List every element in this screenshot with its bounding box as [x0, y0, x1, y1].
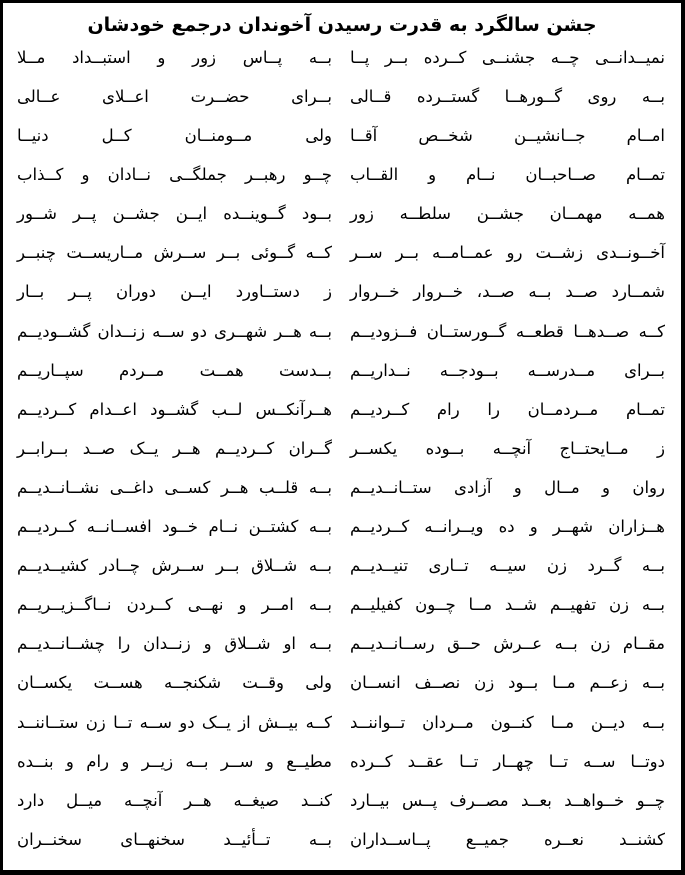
couplet-row	[3, 284, 681, 323]
couplet-row	[3, 479, 681, 518]
hemistich-first: آخــونــدی زشــت رو عمــامــه بــر ســر	[350, 243, 665, 263]
hemistich-second: ولی وقــت شکنجــه هســت یکســان	[17, 673, 332, 693]
hemistich-first: بــه گــرد زن سیــه تــاری تنیــدیــم	[350, 556, 665, 576]
couplet-row	[3, 596, 681, 635]
hemistich-first: مقــام زن بــه عــرش حــق رســانــدیــم	[350, 634, 665, 654]
couplet-row	[3, 792, 681, 831]
couplet-row	[3, 753, 681, 792]
hemistich-first: بــه روی گــورهــا گستــرده قــالی	[350, 87, 665, 107]
hemistich-second: بــه شــلاق بــر ســرش چــادر کشیــدیــم	[17, 556, 332, 576]
hemistich-first: بــه زعــم مــا بــود زن نصــف انســان	[350, 673, 665, 693]
hemistich-first: ز مــایحتــاج آنچــه بــوده یکســر	[350, 438, 665, 458]
hemistich-first: تمــام مــردمــان را رام کــردیــم	[350, 399, 665, 419]
couplet-row	[3, 49, 681, 88]
hemistich-second: بــه قلــب هــر کســی داغــی نشــانــدیــم	[17, 477, 332, 497]
hemistich-second: بــه پــاس زور و استبــداد مــلا	[17, 47, 332, 67]
couplet-row	[3, 635, 681, 674]
hemistich-second: چــو رهبــر جملگــی نــادان و کــذاب	[17, 165, 332, 185]
hemistich-first: روان و مــال و آزادی ستــانــدیــم	[350, 477, 665, 497]
couplet-row	[3, 205, 681, 244]
hemistich-first: بــه دیــن مــا کنــون مــردان تــواننــد	[350, 712, 665, 732]
page-title: جشن سالگرد به قدرت رسیدن آخوندان درجمع خودشان	[87, 14, 597, 36]
couplet-row	[3, 166, 681, 205]
hemistich-first: هــزاران شهــر و ده ویــرانــه کــردیــم	[350, 517, 665, 537]
poem-body	[3, 47, 681, 870]
hemistich-first: دوتــا ســه تــا چهــار تــا عقــد کــرده	[350, 751, 665, 771]
hemistich-second: کــه گــوئی بــر ســرش مــاریســت چنبــر	[17, 243, 332, 263]
hemistich-first: بــه زن تفهیــم شــد مــا چــون کفیلیــم	[350, 595, 665, 615]
couplet-row	[3, 675, 681, 714]
hemistich-second: بــه هــر شهــری دو ســه زنــدان گشــودیــم	[17, 321, 332, 341]
couplet-row	[3, 323, 681, 362]
hemistich-second: مطیــع و ســر بــه زیــر و رام و بنــده	[17, 751, 332, 771]
hemistich-first: همــه مهمــان جشــن سلطــه زور	[350, 204, 665, 224]
hemistich-second: بــدست همــت مــردم سپــاریــم	[17, 360, 332, 380]
hemistich-second: ز دستــاورد ایــن دوران پــر بــار	[17, 282, 332, 302]
hemistich-first: شمــارد صــد بــه صــد، خــروار خــروار	[350, 282, 665, 302]
hemistich-first: چــو خــواهــد بعــد مصــرف پــس بیــارد	[350, 790, 665, 810]
hemistich-first: بــرای مــدرســه بــودجــه نــداریــم	[350, 360, 665, 380]
hemistich-second: ولی مــومنــان کــل دنیــا	[17, 126, 332, 146]
couplet-row	[3, 401, 681, 440]
hemistich-first: نمیــدانــی چــه جشنــی کــرده بــر پــا	[350, 47, 665, 67]
hemistich-first: کــه صــدهــا قطعــه گــورستــان فــزودیــم	[350, 321, 665, 341]
couplet-row	[3, 362, 681, 401]
hemistich-first: امــام جــانشیــن شخــص آقــا	[350, 126, 665, 146]
hemistich-second: هــرآنکــس لــب گشــود اعــدام کــردیــم	[17, 399, 332, 419]
hemistich-second: بــه او شــلاق و زنــدان را چشــانــدیــم	[17, 634, 332, 654]
hemistich-second: بــه کشتــن نــام خــود افســانــه کــردیــم	[17, 517, 332, 537]
couplet-row	[3, 714, 681, 753]
hemistich-second: گــران کــردیــم هــر یــک صــد بــرابــر	[17, 438, 332, 458]
couplet-row	[3, 831, 681, 870]
couplet-row	[3, 557, 681, 596]
hemistich-second: بــه امــر و نهــی کــردن نــاگــزیــریــم	[17, 595, 332, 615]
couplet-row	[3, 518, 681, 557]
hemistich-second: کنــد صیغــه هــر آنچــه میــل دارد	[17, 790, 332, 810]
hemistich-second: بــرای حضــرت اعــلای عــالی	[17, 87, 332, 107]
hemistich-second: کــه بیــش از یــک دو ســه تــا زن ستــاننــد	[17, 712, 332, 732]
couplet-row	[3, 127, 681, 166]
couplet-row	[3, 88, 681, 127]
couplet-row	[3, 244, 681, 283]
hemistich-second: بــه تــأئیــد سخنهــای سخنــران	[17, 829, 332, 849]
hemistich-second: بــود گــوینــده ایــن جشــن پــر شــور	[17, 204, 332, 224]
couplet-row	[3, 440, 681, 479]
hemistich-first: تمــام صــاحبــان نــام و القــاب	[350, 165, 665, 185]
hemistich-first: کشنــد نعــره جمیــع پــاســداران	[350, 829, 665, 849]
